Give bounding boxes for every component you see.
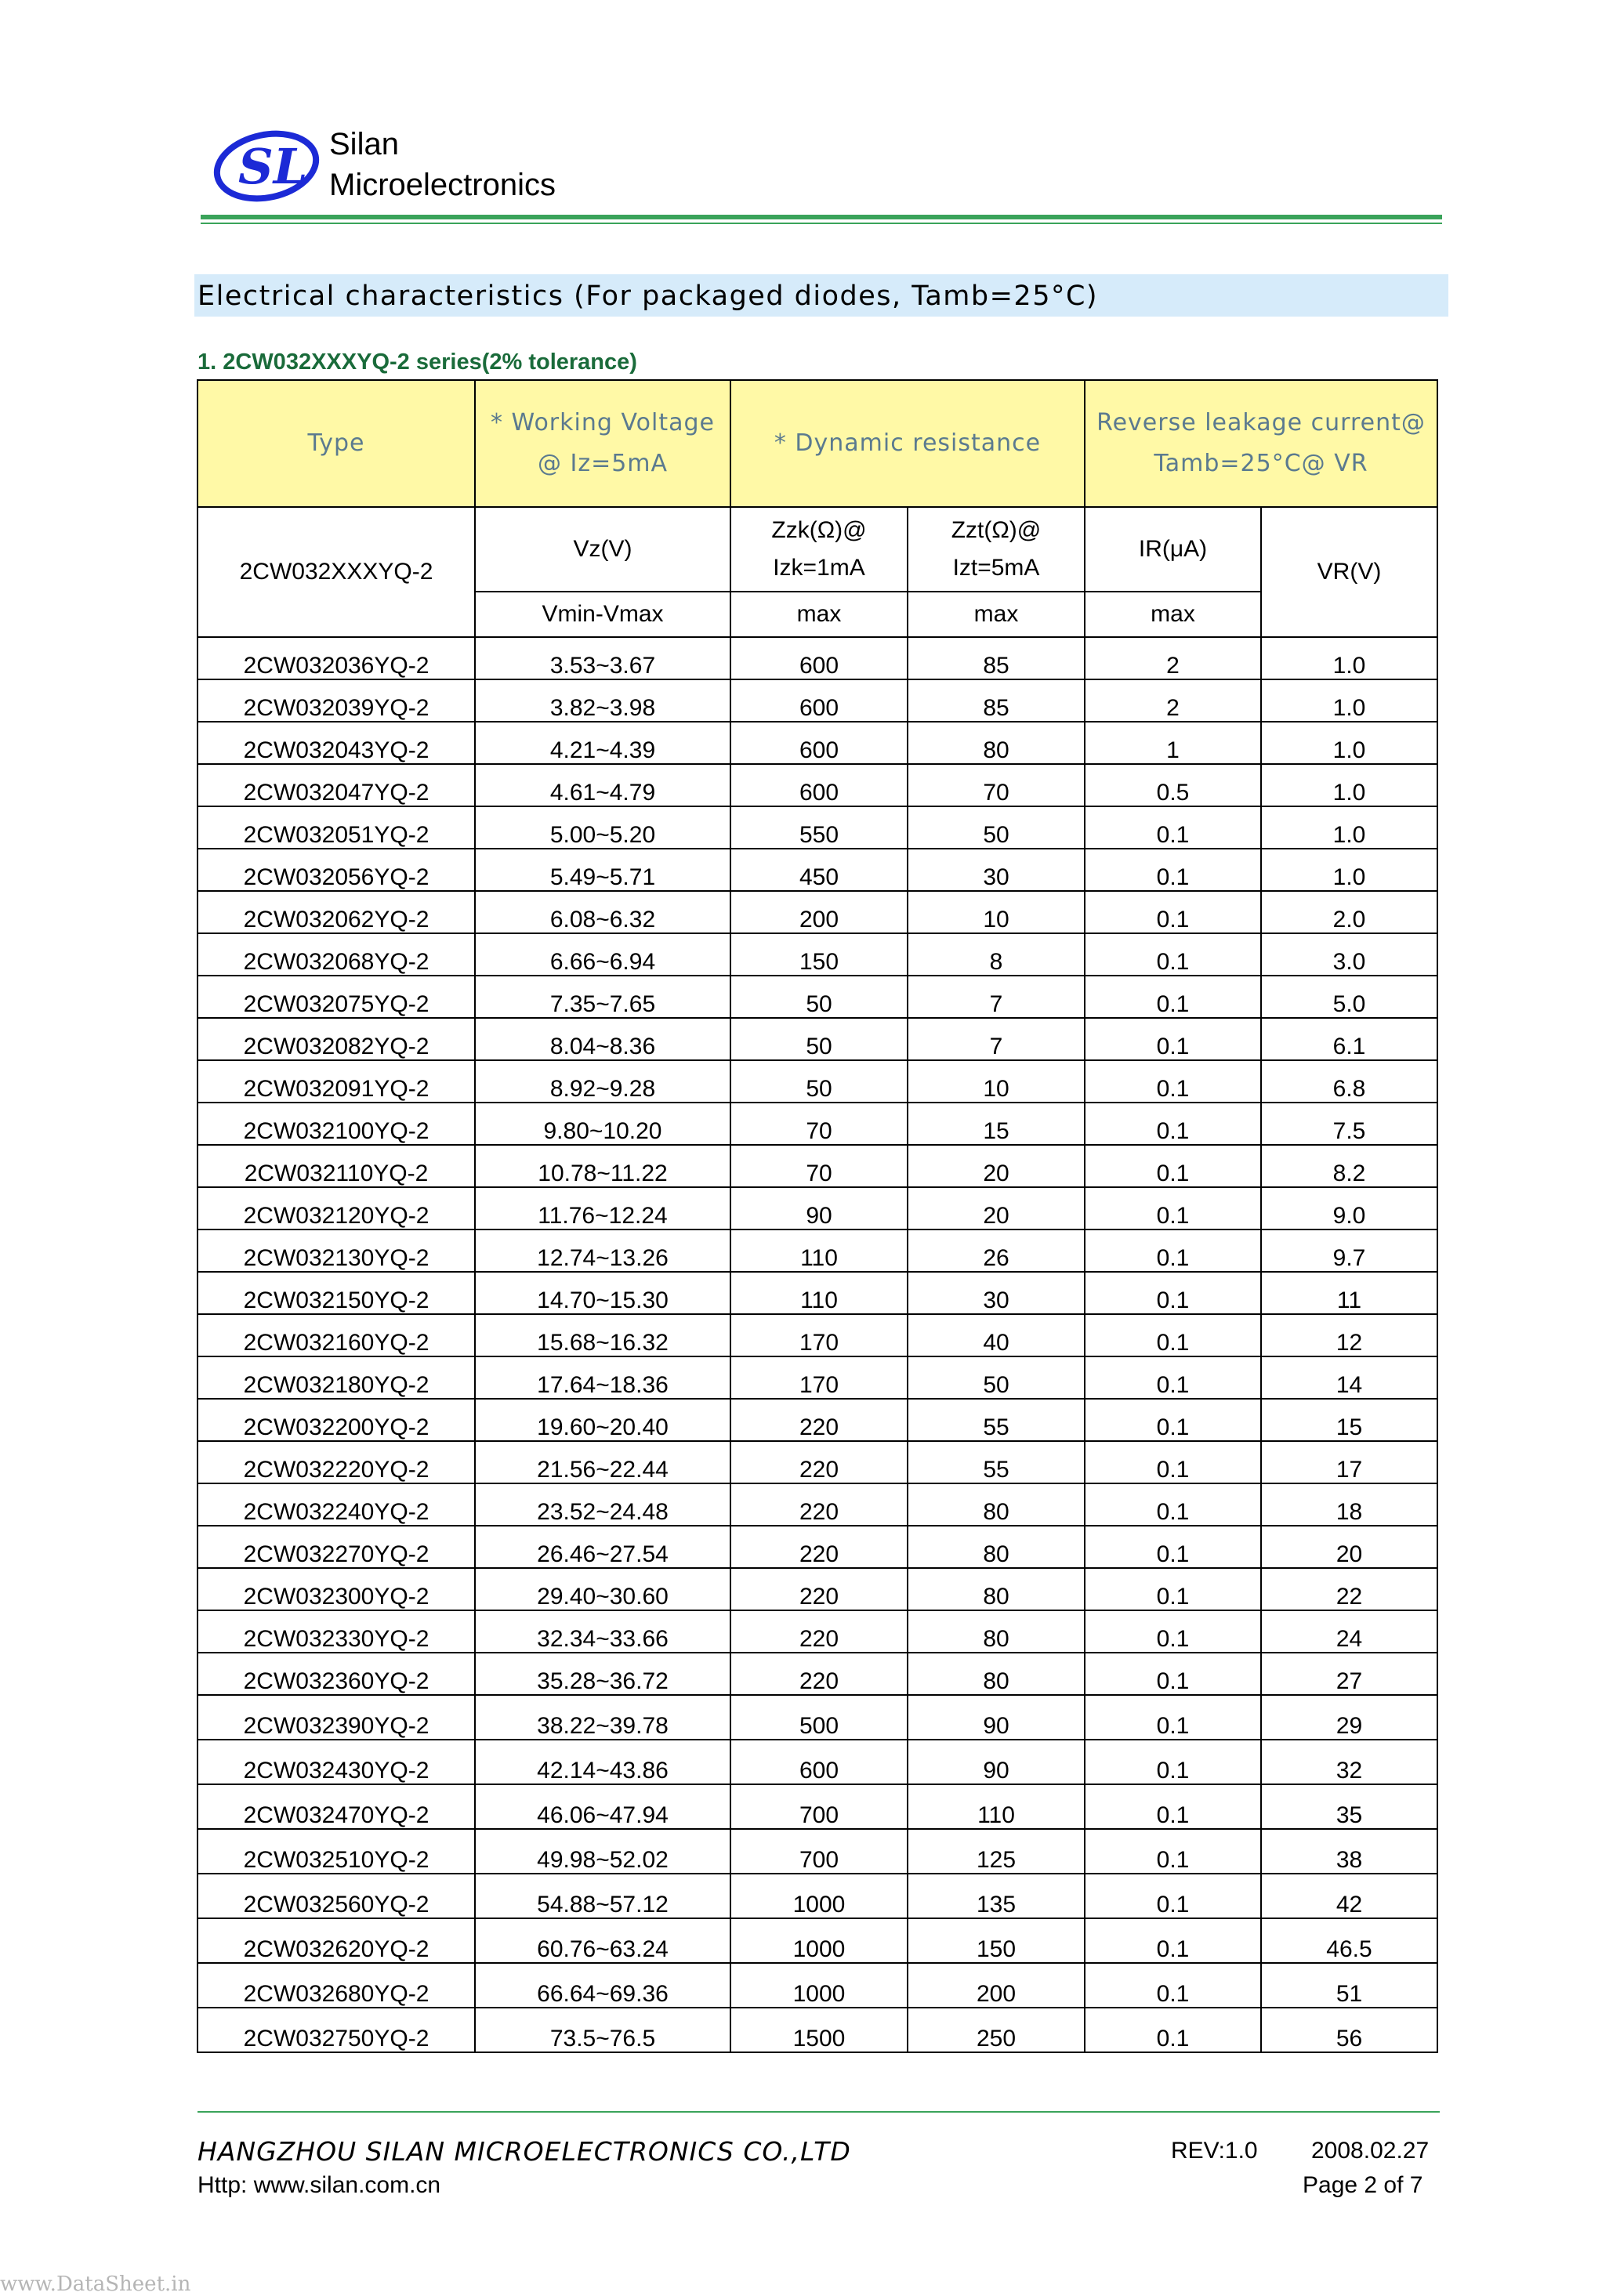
cell-ir: 0.1 bbox=[1085, 1356, 1261, 1399]
header-zzt-max: max bbox=[908, 592, 1085, 637]
section-title: Electrical characteristics (For packaged diodes, Tamb=25°C) bbox=[198, 281, 1099, 312]
cell-ir: 0.1 bbox=[1085, 1103, 1261, 1145]
cell-zzt: 80 bbox=[908, 722, 1085, 764]
cell-zzt: 26 bbox=[908, 1229, 1085, 1272]
cell-zzt: 85 bbox=[908, 679, 1085, 722]
cell-type: 2CW032750YQ-2 bbox=[198, 2008, 475, 2052]
cell-vr: 56 bbox=[1261, 2008, 1437, 2052]
cell-ir: 0.1 bbox=[1085, 1441, 1261, 1483]
cell-vr: 46.5 bbox=[1261, 1918, 1437, 1963]
cell-ir: 0.1 bbox=[1085, 1874, 1261, 1918]
cell-vr: 6.1 bbox=[1261, 1018, 1437, 1060]
table-row bbox=[198, 1874, 1437, 1918]
cell-vz: 9.80~10.20 bbox=[475, 1103, 730, 1145]
cell-zzt: 55 bbox=[908, 1441, 1085, 1483]
cell-type: 2CW032039YQ-2 bbox=[198, 679, 475, 722]
cell-type: 2CW032620YQ-2 bbox=[198, 1918, 475, 1963]
cell-zzt: 80 bbox=[908, 1653, 1085, 1695]
cell-zzk: 220 bbox=[730, 1568, 908, 1610]
cell-vz: 8.04~8.36 bbox=[475, 1018, 730, 1060]
cell-vz: 66.64~69.36 bbox=[475, 1963, 730, 2008]
cell-ir: 0.1 bbox=[1085, 976, 1261, 1018]
cell-vr: 12 bbox=[1261, 1314, 1437, 1356]
cell-vr: 1.0 bbox=[1261, 849, 1437, 891]
table-row bbox=[198, 1740, 1437, 1784]
cell-type: 2CW032220YQ-2 bbox=[198, 1441, 475, 1483]
cell-zzt: 80 bbox=[908, 1526, 1085, 1568]
cell-ir: 0.1 bbox=[1085, 891, 1261, 933]
cell-ir: 0.1 bbox=[1085, 806, 1261, 849]
cell-zzt: 250 bbox=[908, 2008, 1085, 2052]
cell-ir: 2 bbox=[1085, 679, 1261, 722]
cell-zzt: 50 bbox=[908, 806, 1085, 849]
cell-vr: 27 bbox=[1261, 1653, 1437, 1695]
cell-vr: 1.0 bbox=[1261, 722, 1437, 764]
cell-ir: 0.1 bbox=[1085, 1653, 1261, 1695]
table-row bbox=[198, 1229, 1437, 1272]
cell-vr: 51 bbox=[1261, 1963, 1437, 2008]
cell-zzk: 220 bbox=[730, 1526, 908, 1568]
cell-vr: 8.2 bbox=[1261, 1145, 1437, 1187]
cell-type: 2CW032510YQ-2 bbox=[198, 1829, 475, 1874]
header-zzk-max: max bbox=[730, 592, 908, 637]
table-row bbox=[198, 891, 1437, 933]
cell-zzt: 150 bbox=[908, 1918, 1085, 1963]
cell-zzk: 1000 bbox=[730, 1874, 908, 1918]
cell-type: 2CW032036YQ-2 bbox=[198, 637, 475, 679]
cell-vr: 2.0 bbox=[1261, 891, 1437, 933]
cell-type: 2CW032110YQ-2 bbox=[198, 1145, 475, 1187]
table-row bbox=[198, 1399, 1437, 1441]
cell-ir: 0.1 bbox=[1085, 1963, 1261, 2008]
cell-ir: 0.1 bbox=[1085, 1784, 1261, 1829]
header-vz: Vz(V) bbox=[475, 507, 730, 592]
cell-vz: 46.06~47.94 bbox=[475, 1784, 730, 1829]
table-row bbox=[198, 1918, 1437, 1963]
cell-vr: 1.0 bbox=[1261, 806, 1437, 849]
cell-ir: 0.1 bbox=[1085, 1018, 1261, 1060]
cell-type: 2CW032330YQ-2 bbox=[198, 1610, 475, 1653]
table-row bbox=[198, 1695, 1437, 1740]
cell-vz: 73.5~76.5 bbox=[475, 2008, 730, 2052]
cell-zzk: 220 bbox=[730, 1399, 908, 1441]
table-row bbox=[198, 1784, 1437, 1829]
cell-vz: 4.61~4.79 bbox=[475, 764, 730, 806]
cell-zzk: 70 bbox=[730, 1145, 908, 1187]
cell-vr: 24 bbox=[1261, 1610, 1437, 1653]
table-body bbox=[198, 637, 1437, 2052]
cell-type: 2CW032240YQ-2 bbox=[198, 1483, 475, 1526]
cell-zzk: 50 bbox=[730, 976, 908, 1018]
company-name bbox=[329, 124, 556, 205]
cell-ir: 0.1 bbox=[1085, 1060, 1261, 1103]
cell-zzk: 70 bbox=[730, 1103, 908, 1145]
cell-type: 2CW032270YQ-2 bbox=[198, 1526, 475, 1568]
cell-ir: 0.1 bbox=[1085, 1187, 1261, 1229]
header-rule-thin bbox=[201, 223, 1442, 224]
table-row bbox=[198, 1060, 1437, 1103]
header-zzk: Zzk(Ω)@ Izk=1mA bbox=[730, 507, 908, 592]
cell-zzk: 220 bbox=[730, 1483, 908, 1526]
cell-zzk: 700 bbox=[730, 1829, 908, 1874]
cell-zzk: 220 bbox=[730, 1653, 908, 1695]
header-reverse-leakage: Reverse leakage current@ Tamb=25°C@ VR bbox=[1085, 380, 1437, 507]
table-row bbox=[198, 1829, 1437, 1874]
cell-zzt: 15 bbox=[908, 1103, 1085, 1145]
cell-zzt: 10 bbox=[908, 891, 1085, 933]
cell-type: 2CW032200YQ-2 bbox=[198, 1399, 475, 1441]
table-row bbox=[198, 1018, 1437, 1060]
cell-zzt: 135 bbox=[908, 1874, 1085, 1918]
cell-zzk: 220 bbox=[730, 1441, 908, 1483]
cell-zzk: 700 bbox=[730, 1784, 908, 1829]
table-row bbox=[198, 722, 1437, 764]
cell-vr: 22 bbox=[1261, 1568, 1437, 1610]
cell-type: 2CW032180YQ-2 bbox=[198, 1356, 475, 1399]
cell-type: 2CW032056YQ-2 bbox=[198, 849, 475, 891]
cell-vr: 9.0 bbox=[1261, 1187, 1437, 1229]
table-row bbox=[198, 1272, 1437, 1314]
table-row bbox=[198, 1526, 1437, 1568]
cell-type: 2CW032062YQ-2 bbox=[198, 891, 475, 933]
cell-zzt: 50 bbox=[908, 1356, 1085, 1399]
cell-zzk: 220 bbox=[730, 1610, 908, 1653]
cell-vz: 3.82~3.98 bbox=[475, 679, 730, 722]
cell-ir: 0.1 bbox=[1085, 1526, 1261, 1568]
footer-url: Http: www.silan.com.cn bbox=[198, 2172, 441, 2198]
cell-zzt: 110 bbox=[908, 1784, 1085, 1829]
cell-vz: 26.46~27.54 bbox=[475, 1526, 730, 1568]
cell-ir: 0.1 bbox=[1085, 1918, 1261, 1963]
cell-ir: 0.5 bbox=[1085, 764, 1261, 806]
cell-zzt: 90 bbox=[908, 1740, 1085, 1784]
cell-ir: 2 bbox=[1085, 637, 1261, 679]
company-line-1: Silan bbox=[329, 127, 399, 161]
table-row bbox=[198, 1441, 1437, 1483]
header-series: 2CW032XXXYQ-2 bbox=[198, 507, 475, 637]
cell-vr: 5.0 bbox=[1261, 976, 1437, 1018]
cell-type: 2CW032680YQ-2 bbox=[198, 1963, 475, 2008]
cell-type: 2CW032560YQ-2 bbox=[198, 1874, 475, 1918]
cell-zzk: 50 bbox=[730, 1018, 908, 1060]
cell-zzk: 150 bbox=[730, 933, 908, 976]
footer-company: HANGZHOU SILAN MICROELECTRONICS CO.,LTD bbox=[198, 2136, 851, 2167]
cell-vz: 21.56~22.44 bbox=[475, 1441, 730, 1483]
table-row bbox=[198, 1568, 1437, 1610]
cell-vr: 3.0 bbox=[1261, 933, 1437, 976]
cell-type: 2CW032150YQ-2 bbox=[198, 1272, 475, 1314]
cell-type: 2CW032390YQ-2 bbox=[198, 1695, 475, 1740]
table-row bbox=[198, 1963, 1437, 2008]
cell-type: 2CW032075YQ-2 bbox=[198, 976, 475, 1018]
header-dynamic-resistance: * Dynamic resistance bbox=[730, 380, 1085, 507]
cell-zzk: 170 bbox=[730, 1356, 908, 1399]
cell-type: 2CW032043YQ-2 bbox=[198, 722, 475, 764]
table-row bbox=[198, 1145, 1437, 1187]
cell-type: 2CW032130YQ-2 bbox=[198, 1229, 475, 1272]
cell-zzt: 20 bbox=[908, 1187, 1085, 1229]
cell-zzk: 600 bbox=[730, 764, 908, 806]
cell-ir: 0.1 bbox=[1085, 1695, 1261, 1740]
cell-vr: 1.0 bbox=[1261, 764, 1437, 806]
header-type: Type bbox=[198, 380, 475, 507]
cell-vr: 11 bbox=[1261, 1272, 1437, 1314]
table-row bbox=[198, 1653, 1437, 1695]
cell-vz: 12.74~13.26 bbox=[475, 1229, 730, 1272]
cell-zzt: 125 bbox=[908, 1829, 1085, 1874]
cell-zzt: 55 bbox=[908, 1399, 1085, 1441]
cell-zzk: 170 bbox=[730, 1314, 908, 1356]
cell-vr: 7.5 bbox=[1261, 1103, 1437, 1145]
table-row bbox=[198, 2008, 1437, 2052]
cell-type: 2CW032047YQ-2 bbox=[198, 764, 475, 806]
cell-vz: 5.00~5.20 bbox=[475, 806, 730, 849]
silan-logo bbox=[210, 125, 328, 204]
cell-zzk: 1500 bbox=[730, 2008, 908, 2052]
table-row bbox=[198, 764, 1437, 806]
cell-zzk: 600 bbox=[730, 637, 908, 679]
table-row bbox=[198, 1187, 1437, 1229]
cell-ir: 0.1 bbox=[1085, 1314, 1261, 1356]
cell-vr: 32 bbox=[1261, 1740, 1437, 1784]
cell-vr: 20 bbox=[1261, 1526, 1437, 1568]
cell-type: 2CW032360YQ-2 bbox=[198, 1653, 475, 1695]
cell-zzt: 70 bbox=[908, 764, 1085, 806]
cell-ir: 0.1 bbox=[1085, 1568, 1261, 1610]
cell-type: 2CW032082YQ-2 bbox=[198, 1018, 475, 1060]
cell-vz: 38.22~39.78 bbox=[475, 1695, 730, 1740]
cell-ir: 0.1 bbox=[1085, 933, 1261, 976]
cell-vz: 17.64~18.36 bbox=[475, 1356, 730, 1399]
cell-type: 2CW032300YQ-2 bbox=[198, 1568, 475, 1610]
cell-type: 2CW032120YQ-2 bbox=[198, 1187, 475, 1229]
header-zzt: Zzt(Ω)@ Izt=5mA bbox=[908, 507, 1085, 592]
cell-zzk: 500 bbox=[730, 1695, 908, 1740]
cell-zzt: 80 bbox=[908, 1483, 1085, 1526]
cell-vr: 15 bbox=[1261, 1399, 1437, 1441]
cell-ir: 0.1 bbox=[1085, 1829, 1261, 1874]
company-line-2: Microelectronics bbox=[329, 168, 556, 202]
cell-vr: 17 bbox=[1261, 1441, 1437, 1483]
cell-zzt: 10 bbox=[908, 1060, 1085, 1103]
table-row bbox=[198, 849, 1437, 891]
cell-vr: 29 bbox=[1261, 1695, 1437, 1740]
footer-rule bbox=[198, 2111, 1440, 2113]
table-row bbox=[198, 1356, 1437, 1399]
footer-date: 2008.02.27 bbox=[1311, 2138, 1430, 2164]
cell-zzk: 600 bbox=[730, 679, 908, 722]
cell-zzt: 20 bbox=[908, 1145, 1085, 1187]
cell-vz: 14.70~15.30 bbox=[475, 1272, 730, 1314]
table-row bbox=[198, 1103, 1437, 1145]
cell-vz: 15.68~16.32 bbox=[475, 1314, 730, 1356]
cell-vz: 3.53~3.67 bbox=[475, 637, 730, 679]
electrical-characteristics-table bbox=[197, 379, 1438, 2053]
cell-zzt: 40 bbox=[908, 1314, 1085, 1356]
cell-type: 2CW032068YQ-2 bbox=[198, 933, 475, 976]
cell-zzk: 50 bbox=[730, 1060, 908, 1103]
cell-type: 2CW032160YQ-2 bbox=[198, 1314, 475, 1356]
cell-vr: 18 bbox=[1261, 1483, 1437, 1526]
cell-zzt: 7 bbox=[908, 976, 1085, 1018]
cell-vz: 6.08~6.32 bbox=[475, 891, 730, 933]
watermark: www.DataSheet.in bbox=[0, 2272, 191, 2296]
cell-vz: 8.92~9.28 bbox=[475, 1060, 730, 1103]
cell-ir: 0.1 bbox=[1085, 1229, 1261, 1272]
cell-vz: 7.35~7.65 bbox=[475, 976, 730, 1018]
cell-type: 2CW032430YQ-2 bbox=[198, 1740, 475, 1784]
cell-vr: 6.8 bbox=[1261, 1060, 1437, 1103]
cell-vz: 5.49~5.71 bbox=[475, 849, 730, 891]
header-vz-range: Vmin-Vmax bbox=[475, 592, 730, 637]
cell-type: 2CW032051YQ-2 bbox=[198, 806, 475, 849]
table-row bbox=[198, 679, 1437, 722]
table-row bbox=[198, 637, 1437, 679]
cell-type: 2CW032100YQ-2 bbox=[198, 1103, 475, 1145]
cell-zzk: 200 bbox=[730, 891, 908, 933]
cell-vz: 29.40~30.60 bbox=[475, 1568, 730, 1610]
cell-ir: 0.1 bbox=[1085, 1145, 1261, 1187]
cell-zzt: 7 bbox=[908, 1018, 1085, 1060]
cell-vz: 54.88~57.12 bbox=[475, 1874, 730, 1918]
cell-vr: 42 bbox=[1261, 1874, 1437, 1918]
cell-zzt: 90 bbox=[908, 1695, 1085, 1740]
cell-zzk: 1000 bbox=[730, 1918, 908, 1963]
cell-zzt: 80 bbox=[908, 1568, 1085, 1610]
cell-zzt: 200 bbox=[908, 1963, 1085, 2008]
cell-zzk: 110 bbox=[730, 1272, 908, 1314]
table-row bbox=[198, 933, 1437, 976]
header-working-voltage: * Working Voltage @ Iz=5mA bbox=[475, 380, 730, 507]
cell-zzt: 8 bbox=[908, 933, 1085, 976]
footer-revision: REV:1.0 bbox=[1171, 2138, 1258, 2164]
cell-type: 2CW032470YQ-2 bbox=[198, 1784, 475, 1829]
cell-ir: 1 bbox=[1085, 722, 1261, 764]
cell-vz: 23.52~24.48 bbox=[475, 1483, 730, 1526]
cell-vz: 6.66~6.94 bbox=[475, 933, 730, 976]
cell-vr: 35 bbox=[1261, 1784, 1437, 1829]
cell-vr: 1.0 bbox=[1261, 637, 1437, 679]
table-row bbox=[198, 1610, 1437, 1653]
table-row bbox=[198, 806, 1437, 849]
footer-page-number: Page 2 of 7 bbox=[1303, 2172, 1423, 2198]
cell-zzt: 30 bbox=[908, 1272, 1085, 1314]
table-row bbox=[198, 1314, 1437, 1356]
cell-zzk: 110 bbox=[730, 1229, 908, 1272]
cell-ir: 0.1 bbox=[1085, 1610, 1261, 1653]
header-rule bbox=[201, 215, 1442, 219]
table-row bbox=[198, 1483, 1437, 1526]
cell-type: 2CW032091YQ-2 bbox=[198, 1060, 475, 1103]
cell-zzk: 550 bbox=[730, 806, 908, 849]
cell-vz: 10.78~11.22 bbox=[475, 1145, 730, 1187]
header-vr: VR(V) bbox=[1261, 507, 1437, 637]
cell-vz: 42.14~43.86 bbox=[475, 1740, 730, 1784]
cell-vz: 19.60~20.40 bbox=[475, 1399, 730, 1441]
table-row bbox=[198, 976, 1437, 1018]
logo-lettering: SL bbox=[238, 138, 308, 195]
cell-zzk: 90 bbox=[730, 1187, 908, 1229]
cell-ir: 0.1 bbox=[1085, 1483, 1261, 1526]
cell-vr: 14 bbox=[1261, 1356, 1437, 1399]
cell-vr: 1.0 bbox=[1261, 679, 1437, 722]
cell-ir: 0.1 bbox=[1085, 1399, 1261, 1441]
cell-vz: 60.76~63.24 bbox=[475, 1918, 730, 1963]
cell-zzt: 85 bbox=[908, 637, 1085, 679]
cell-zzt: 30 bbox=[908, 849, 1085, 891]
cell-ir: 0.1 bbox=[1085, 2008, 1261, 2052]
cell-zzk: 600 bbox=[730, 1740, 908, 1784]
cell-zzk: 450 bbox=[730, 849, 908, 891]
cell-vz: 49.98~52.02 bbox=[475, 1829, 730, 1874]
header-ir-max: max bbox=[1085, 592, 1261, 637]
cell-vz: 11.76~12.24 bbox=[475, 1187, 730, 1229]
cell-zzt: 80 bbox=[908, 1610, 1085, 1653]
cell-vz: 35.28~36.72 bbox=[475, 1653, 730, 1695]
cell-zzk: 600 bbox=[730, 722, 908, 764]
cell-vz: 4.21~4.39 bbox=[475, 722, 730, 764]
cell-vr: 9.7 bbox=[1261, 1229, 1437, 1272]
cell-ir: 0.1 bbox=[1085, 1272, 1261, 1314]
cell-vr: 38 bbox=[1261, 1829, 1437, 1874]
header-ir: IR(μA) bbox=[1085, 507, 1261, 592]
cell-zzk: 1000 bbox=[730, 1963, 908, 2008]
cell-vz: 32.34~33.66 bbox=[475, 1610, 730, 1653]
series-title: 1. 2CW032XXXYQ-2 series(2% tolerance) bbox=[198, 349, 637, 375]
cell-ir: 0.1 bbox=[1085, 1740, 1261, 1784]
cell-ir: 0.1 bbox=[1085, 849, 1261, 891]
